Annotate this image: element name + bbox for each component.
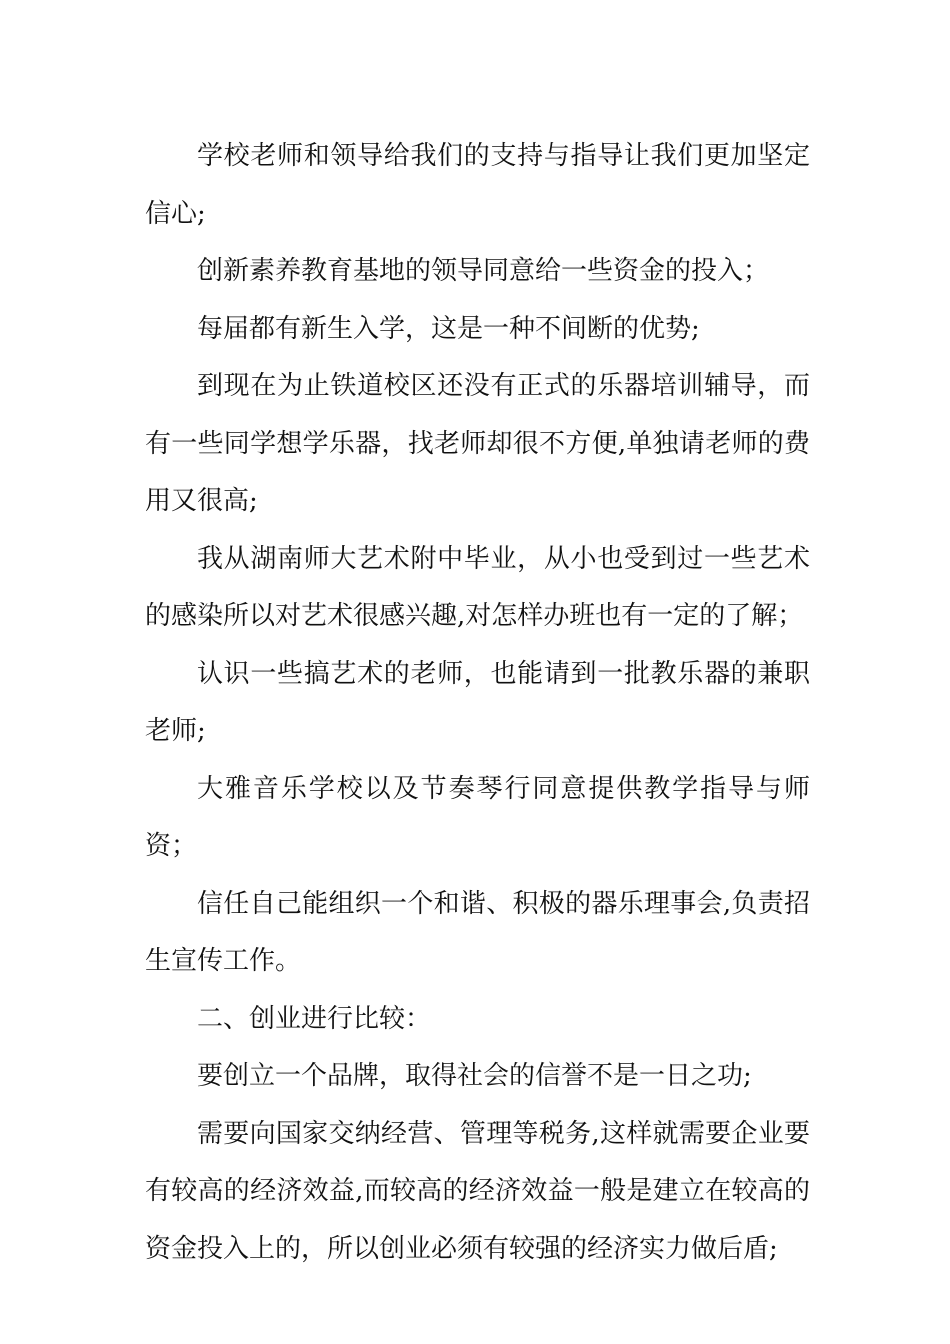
paragraph-new-students: 每届都有新生入学，这是一种不间断的优势; — [197, 313, 700, 344]
paragraph-partners: 大雅音乐学校以及节奏琴行同意提供教学指导与师资； — [145, 773, 810, 861]
paragraph-brand: 要创立一个品牌，取得社会的信誉不是一日之功; — [197, 1061, 752, 1091]
paragraph-support: 学校老师和领导给我们的支持与指导让我们更加坚定信心; — [145, 141, 810, 229]
paragraph-council: 信任自己能组织一个和谐、积极的器乐理事会,负责招生宣传工作。 — [145, 888, 810, 976]
paragraph-no-training: 到现在为止铁道校区还没有正式的乐器培训辅导，而有一些同学想学乐器，找老师却很不方便,单独请老师的费用又很高; — [145, 371, 810, 516]
section-heading-comparison: 二、创业进行比较： — [197, 1003, 432, 1034]
paragraph-background: 我从湖南师大艺术附中毕业，从小也受到过一些艺术的感染所以对艺术很感兴趣,对怎样办班也有一定的了解； — [145, 543, 810, 631]
paragraph-funding: 创新素养教育基地的领导同意给一些资金的投入； — [197, 256, 770, 286]
document-body — [145, 128, 810, 1278]
paragraph-taxes: 需要向国家交纳经营、管理等税务,这样就需要企业要有较高的经济效益,而较高的经济效益一般是建立在较高的资金投入上的，所以创业必须有较强的经济实力做后盾; — [145, 1118, 810, 1264]
paragraph-teachers: 认识一些搞艺术的老师，也能请到一批教乐器的兼职老师; — [145, 658, 810, 746]
